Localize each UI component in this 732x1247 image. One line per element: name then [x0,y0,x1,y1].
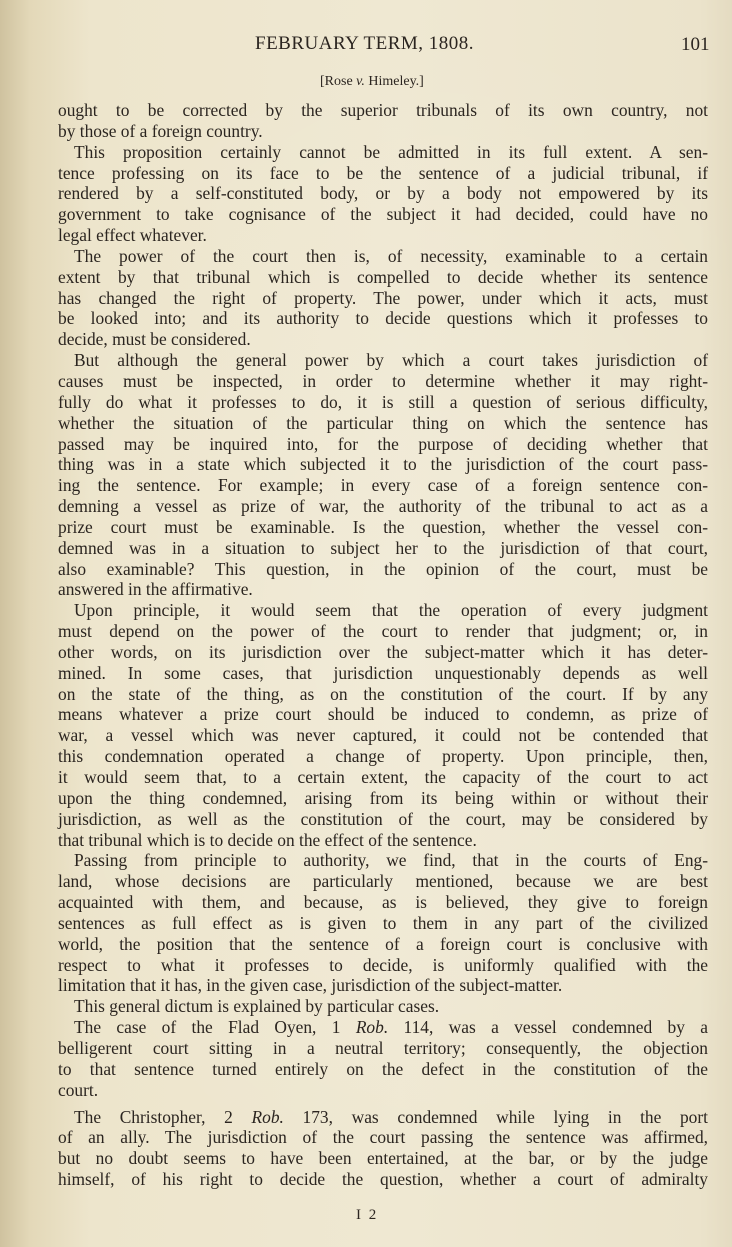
text-line-segment: it would seem that, to a certain extent, the capacity of the court to act [58,767,708,787]
text-line [58,204,708,225]
text-line-segment: The power of the court then is, of necessity, examinable to a certain [74,245,708,266]
text-line-segment: land, whose decisions are particularly mentioned, because we are best [58,871,708,892]
text-line-segment: that tribunal which is to decide on the effect of the sentence. [58,829,477,850]
text-line-segment: world, the position that the sentence of a foreign court is conclusive with [58,933,708,954]
text-line-segment: rendered by a self-constituted body, or by a body not empowered by its [58,183,708,204]
text-line-segment: 114, was a vessel condemned by a [388,1017,708,1038]
text-line [58,434,708,455]
text-line-segment: limitation that it has, in the given case, jurisdiction of the subject-matter. [58,975,563,996]
case-name-post: Himeley.] [364,74,424,89]
text-line [58,392,708,413]
text-line [58,1127,708,1148]
case-name-pre: [Rose [320,74,357,89]
text-line [58,538,708,559]
text-line-segment: on the state of the thing, as on the constitution of the court. If by any [58,683,708,704]
text-line-segment: belligerent court sitting in a neutral territory; consequently, the objection [58,1037,708,1058]
text-line [58,267,708,288]
text-line-segment: respect to what it professes to decide, is uniformly qualified with the [58,954,708,975]
text-line-segment: ing the sentence. For example; in every case of a foreign sentence con- [58,475,708,496]
text-line [58,1038,708,1059]
text-line [58,517,708,538]
text-line [58,1080,708,1101]
text-line-segment: jurisdiction, as well as the constitution of the court, may be considered by [58,808,708,829]
text-line-segment: The Christopher, 2 [74,1106,252,1127]
text-line-segment: fully do what it professes to do, it is still a question of serious difficulty, [58,391,708,412]
text-line [58,621,708,642]
text-line [58,559,708,580]
text-line-segment: this condemnation operated a change of property. Upon principle, then, [58,746,708,767]
text-line [58,892,708,913]
text-line-segment: whether the situation of the particular thing on which the sentence has [58,412,708,433]
text-line-segment: himself, of his right to decide the question, whether a court of admiralty [58,1169,708,1190]
text-line [58,496,708,517]
text-line-segment: causes must be inspected, in order to determine whether it may right- [58,370,708,391]
text-line [58,475,708,496]
text-line-segment: other words, on its jurisdiction over the subject-matter which it has deter- [58,641,708,662]
text-line [58,1059,708,1080]
text-line-segment: passed may be inquired into, for the purpose of deciding whether that [58,433,708,454]
text-line [58,121,708,142]
text-line [58,350,708,371]
text-line [58,288,708,309]
text-line-segment: extent by that tribunal which is compelled to decide whether its sentence [58,266,708,287]
citation-italic: Rob. [251,1106,284,1127]
text-line [58,100,708,121]
text-line [58,371,708,392]
text-line [58,830,708,851]
text-line [58,225,708,246]
text-line [58,1148,708,1169]
text-line [58,600,708,621]
text-line [58,1169,708,1190]
text-line [58,329,708,350]
text-line-segment: demned was in a situation to subject her to the jurisdiction of that court, [58,537,708,558]
running-head-title: FEBRUARY TERM, 1808. [255,33,475,54]
text-line [58,746,708,767]
text-line-segment: demning a vessel as prize of war, the authority of the tribunal to act as a [58,496,708,517]
text-line-segment: has changed the right of property. The power, under which it acts, must [58,287,708,308]
text-line-segment: by those of a foreign country. [58,120,263,141]
text-line-segment: be looked into; and its authority to decide questions which it professes to [58,308,708,329]
text-line [58,767,708,788]
text-line-segment: to that sentence turned entirely on the defect in the constitution of the [58,1058,708,1079]
text-line-segment: government to take cognisance of the subject it had decided, could have no [58,204,708,225]
text-line [58,684,708,705]
text-line [58,788,708,809]
signature-mark: I 2 [356,1207,379,1223]
text-line-segment: war, a vessel which was never captured, it could not be contended that [58,725,708,746]
text-line [58,850,708,871]
text-line-segment: Passing from principle to authority, we find, that in the courts of Eng- [74,850,708,871]
case-name [320,74,424,90]
page-number: 101 [681,34,710,55]
text-line [58,704,708,725]
text-line [58,913,708,934]
text-line-segment: This proposition certainly cannot be admitted in its full extent. A sen- [74,141,708,162]
text-line-segment: sentences as full effect as is given to them in any part of the civilized [58,912,708,933]
text-line-segment: But although the general power by which a court takes jurisdiction of [74,350,708,371]
text-line [58,579,708,600]
text-line [58,642,708,663]
text-line [58,308,708,329]
text-line [58,934,708,955]
text-line [58,1017,708,1038]
text-line-segment: upon the thing condemned, arising from its being within or without their [58,787,708,808]
text-line [58,871,708,892]
text-line-segment: also examinable? This question, in the opinion of the court, must be [58,558,708,579]
text-line-segment: Upon principle, it would seem that the operation of every judgment [74,600,708,621]
text-line-segment: tence professing on its face to be the sentence of a judicial tribunal, if [58,162,708,183]
text-line [58,809,708,830]
running-head [0,33,732,59]
text-line [58,246,708,267]
text-line-segment: of an ally. The jurisdiction of the court passing the sentence was affirmed, [58,1127,708,1148]
text-line-segment: thing was in a state which subjected it to the jurisdiction of the court pass- [58,454,708,475]
text-line [58,955,708,976]
text-line-segment: 173, was condemned while lying in the port [283,1106,709,1127]
text-line [58,454,708,475]
text-line [58,725,708,746]
case-name-versus: v. [356,74,365,89]
text-line [58,975,708,996]
body-text [58,100,708,1190]
text-line [58,663,708,684]
text-line-segment: court. [58,1079,99,1100]
text-line-segment: answered in the affirmative. [58,579,253,600]
text-line-segment: decide, must be considered. [58,329,251,350]
text-line-segment: mined. In some cases, that jurisdiction unquestionably depends as well [58,662,708,683]
text-line-segment: legal effect whatever. [58,225,207,246]
text-line [58,413,708,434]
text-line [58,142,708,163]
text-line-segment: ought to be corrected by the superior tribunals of its own country, not [58,100,708,120]
text-line [58,996,708,1017]
text-line-segment: acquainted with them, and because, as is believed, they give to foreign [58,892,708,913]
citation-italic: Rob. [355,1017,389,1038]
text-line [58,163,708,184]
text-line-segment: means whatever a prize court should be induced to condemn, as prize of [58,704,708,725]
text-line [58,183,708,204]
text-line [58,1107,708,1128]
text-line-segment: but no doubt seems to have been entertained, at the bar, or by the judge [58,1148,708,1169]
text-line-segment: must depend on the power of the court to render that judgment; or, in [58,621,708,642]
text-line-segment: prize court must be examinable. Is the question, whether the vessel con- [58,516,708,537]
text-line-segment: This general dictum is explained by particular cases. [74,996,440,1017]
text-line-segment: The case of the Flad Oyen, 1 [74,1017,356,1038]
